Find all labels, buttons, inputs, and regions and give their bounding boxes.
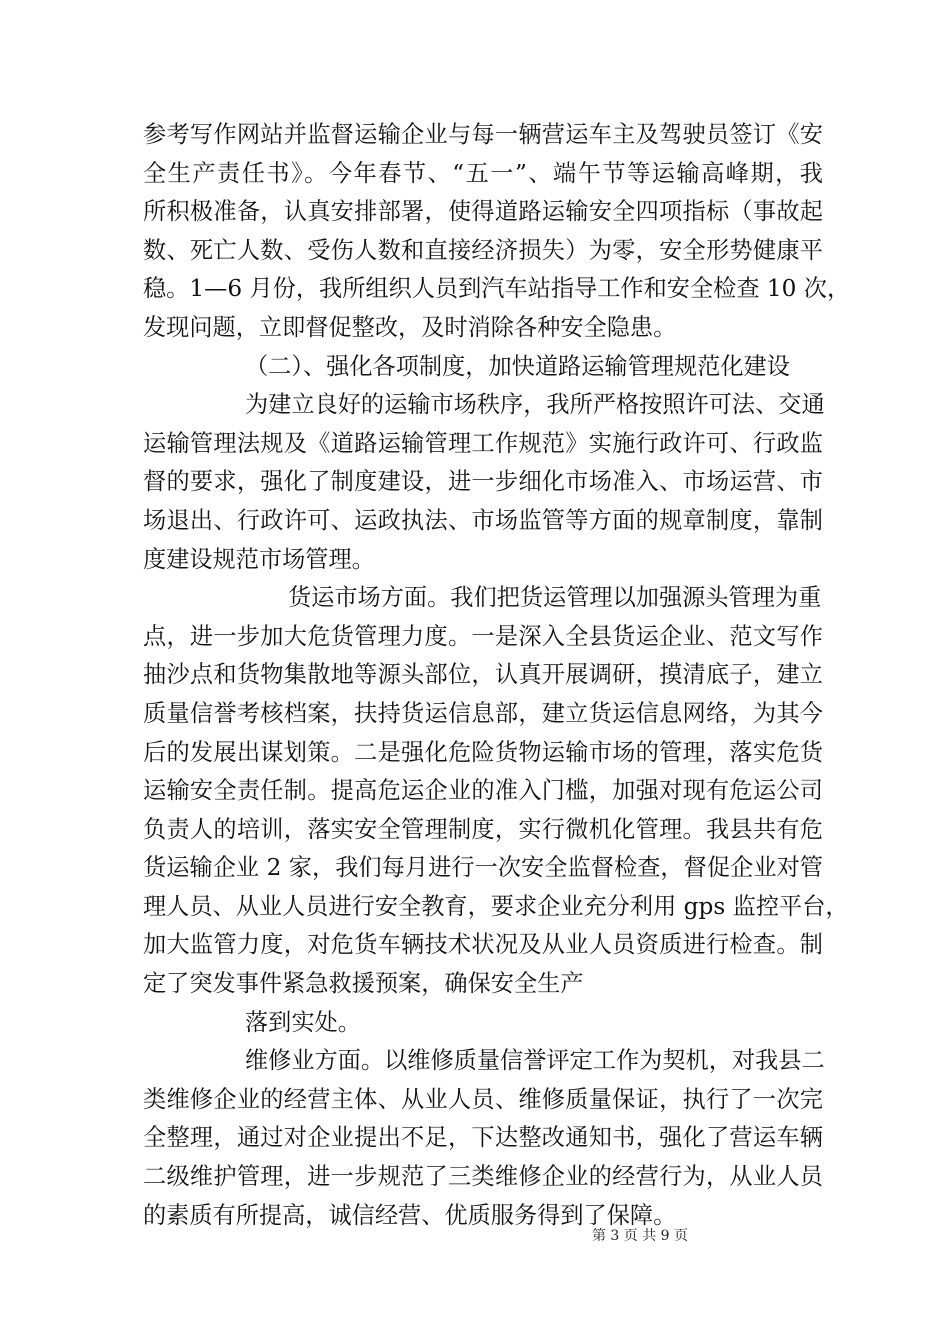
- text-line: 稳。1—6 月份，我所组织人员到汽车站指导工作和安全检查 10 次，: [143, 275, 851, 303]
- text-line: 全整理，通过对企业提出不足，下达整改通知书，强化了营运车辆: [143, 1124, 823, 1152]
- text-line: 点，进一步加大危货管理力度。一是深入全县货运企业、范文写作: [143, 622, 823, 650]
- text-line: 为建立良好的运输市场秩序，我所严格按照许可法、交通: [245, 391, 825, 419]
- text-line: 运输管理法规及《道路运输管理工作规范》实施行政许可、行政监: [143, 429, 823, 457]
- page-footer: 第 3 页 共 9 页: [591, 1228, 689, 1244]
- text-line: 货运输企业 2 家，我们每月进行一次安全监督检查，督促企业对管: [143, 854, 823, 882]
- section-heading: （二）、强化各项制度，加快道路运输管理规范化建设: [245, 352, 790, 380]
- text-line: 落到实处。: [245, 1008, 361, 1036]
- text-line: 度建设规范市场管理。: [143, 545, 375, 573]
- document-body: [143, 116, 851, 1235]
- text-line: 后的发展出谋划策。二是强化危险货物运输市场的管理，落实危货: [143, 738, 823, 766]
- text-line: 场退出、行政许可、运政执法、市场监管等方面的规章制度，靠制: [143, 506, 823, 534]
- text-line: 定了突发事件紧急救援预案，确保安全生产: [143, 970, 584, 998]
- text-line: 加大监管力度，对危货车辆技术状况及从业人员资质进行检查。制: [143, 931, 823, 959]
- text-line: 质量信誉考核档案，扶持货运信息部，建立货运信息网络，为其今: [143, 699, 823, 727]
- text-line: 督的要求，强化了制度建设，进一步细化市场准入、市场运营、市: [143, 468, 823, 496]
- text-line: 发现问题，立即督促整改，及时消除各种安全隐患。: [143, 313, 677, 341]
- text-line: 货运市场方面。我们把货运管理以加强源头管理为重: [288, 584, 822, 612]
- text-line: 二级维护管理，进一步规范了三类维修企业的经营行为，从业人员: [143, 1163, 823, 1191]
- text-line: 负责人的培训，落实安全管理制度，实行微机化管理。我县共有危: [143, 815, 823, 843]
- text-line: 所积极准备，认真安排部署，使得道路运输安全四项指标（事故起: [143, 198, 823, 226]
- text-line: 类维修企业的经营主体、从业人员、维修质量保证，执行了一次完: [143, 1085, 823, 1113]
- text-line: 抽沙点和货物集散地等源头部位，认真开展调研，摸清底子，建立: [143, 661, 823, 689]
- text-line: 维修业方面。以维修质量信誉评定工作为契机，对我县二: [245, 1047, 825, 1075]
- text-line: 运输安全责任制。提高危运企业的准入门槛，加强对现有危运公司: [143, 777, 823, 805]
- text-line: 参考写作网站并监督运输企业与每一辆营运车主及驾驶员签订《安: [143, 121, 823, 148]
- text-line: 理人员、从业人员进行安全教育，要求企业充分利用 gps 监控平台，: [143, 892, 849, 920]
- text-line: 数、死亡人数、受伤人数和直接经济损失）为零，安全形势健康平: [143, 236, 823, 264]
- text-line: 的素质有所提高，诚信经营、优质服务得到了保障。: [143, 1201, 677, 1229]
- text-line: 全生产责任书》。今年春节、“五一”、端午节等运输高峰期，我: [143, 159, 823, 187]
